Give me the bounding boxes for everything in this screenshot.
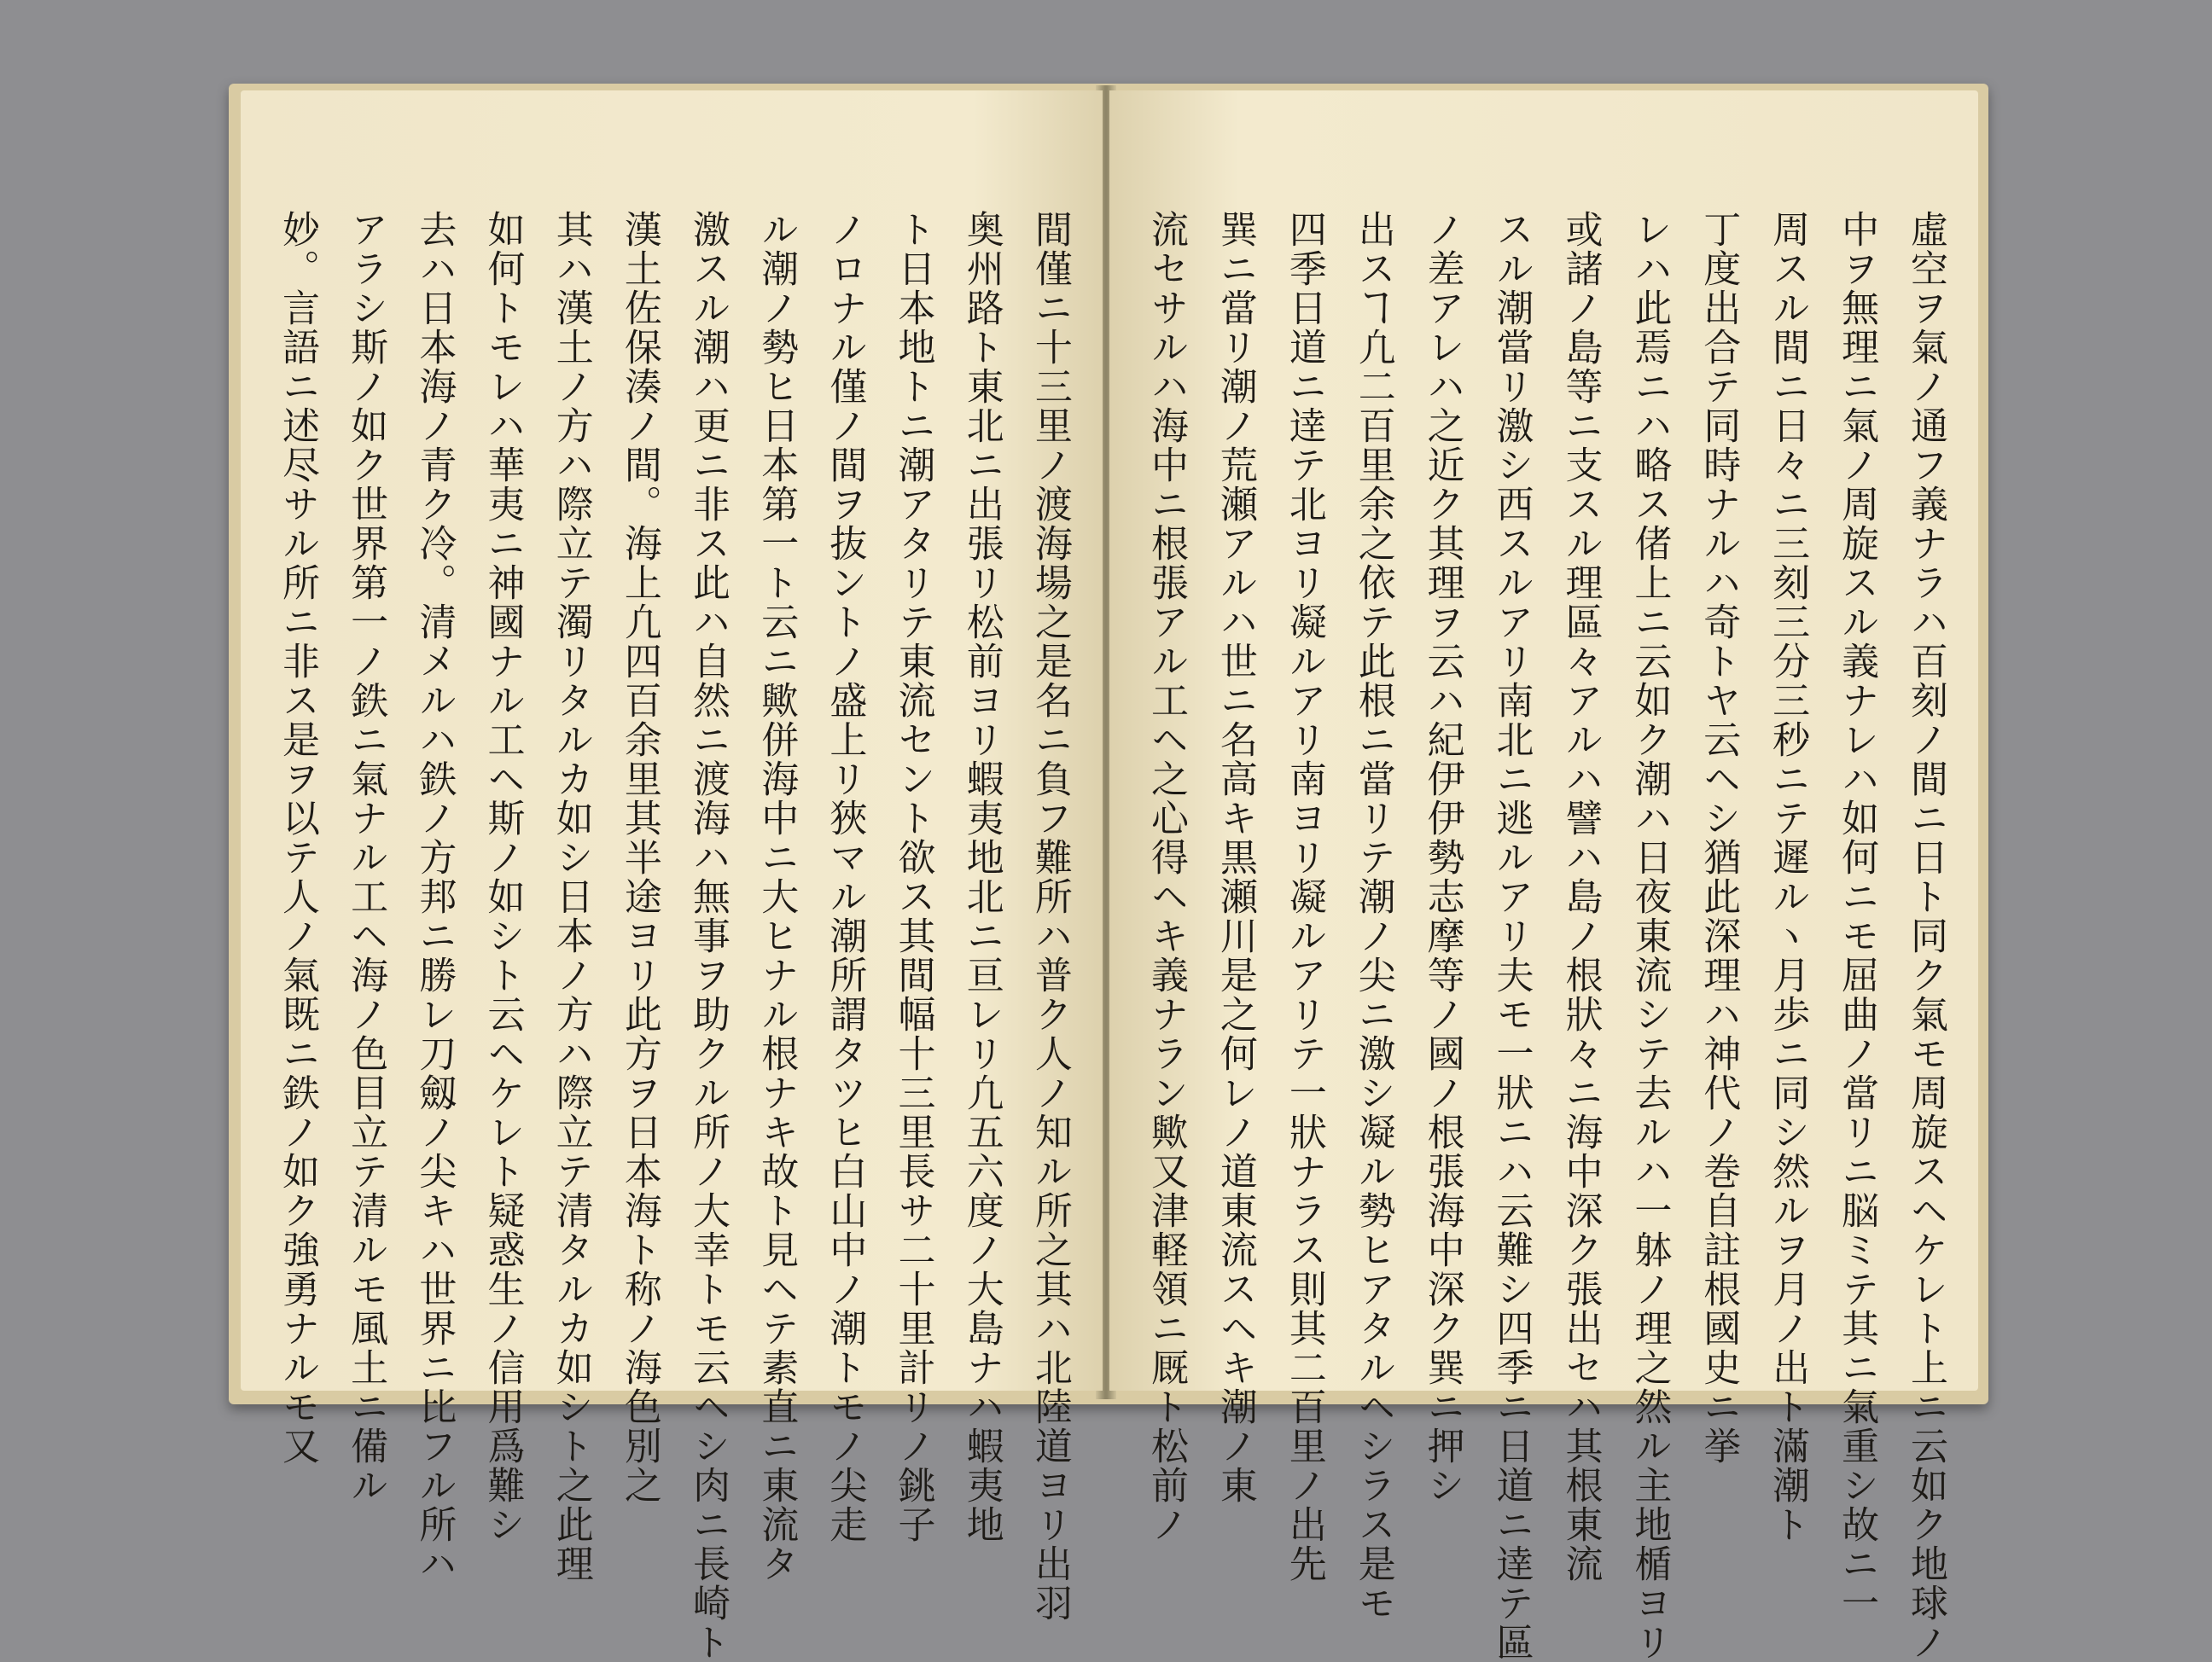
left-page: [241, 90, 1103, 1662]
text-column: スル潮當リ激シ西スルアリ南北ニ逃ルアリ夫モ一狀ニハ云難シ四季ニ日道ニ逹テ區: [1489, 210, 1534, 1662]
text-column: 妙。言語ニ述尽サル所ニ非ス是ヲ以テ人ノ氣既ニ鉄ノ如ク強勇ナルモ又: [276, 210, 319, 1466]
text-column: ト日本地トニ潮アタリテ東流セント欲ス其間幅十三里長サ二十里計リノ銚子: [891, 210, 935, 1544]
text-column: 出スヿ凢二百里余之依テ此根ニ當リテ潮ノ尖ニ激シ凝ル勢ヒアタルヘシラス是モ: [1351, 210, 1395, 1623]
text-column: 丁度出合テ同時ナルハ奇トヤ云ヘシ猶此深理ハ神代ノ巻自註根國史ニ挙: [1697, 210, 1741, 1466]
text-column: 其ハ漢土ノ方ハ際立テ濁リタルカ如シ日本ノ方ハ際立テ清タルカ如シト之此理: [549, 210, 593, 1584]
text-column: 四季日道ニ逹テ北ヨリ凝ルアリ南ヨリ凝ルアリテ一狀ナラス則其二百里ノ出先: [1282, 210, 1326, 1584]
text-column: アラシ斯ノ如ク世界第一ノ鉄ニ氣ナル工ヘ海ノ色目立テ清ルモ風土ニ備ル: [344, 210, 388, 1505]
text-column: 如何トモレハ華夷ニ神國ナル工ヘ斯ノ如シト云ヘケレト疑惑生ノ信用爲難シ: [480, 210, 525, 1544]
text-column: ノ差アレハ之近ク其理ヲ云ハ紀伊伊勢志摩等ノ國ノ根張海中深ク巽ニ押シ: [1420, 210, 1464, 1505]
text-column: 奥州路ト東北ニ出張リ松前ヨリ蝦夷地北ニ亘レリ凢五六度ノ大島ナハ蝦夷地: [959, 210, 1004, 1544]
text-column: 周スル間ニ日々ニ三刻三分三秒ニテ遲ルヽ月歩ニ同シ然ルヲ月ノ出ト滿潮ト: [1766, 210, 1810, 1544]
right-page-text: [1144, 210, 1947, 1662]
text-column: 巽ニ當リ潮ノ荒瀬アルハ世ニ名高キ黒瀬川是之何レノ道東流スヘキ潮ノ東: [1213, 210, 1257, 1505]
text-column: 或諸ノ島等ニ支スル理區々アルハ譬ハ島ノ根狀々ニ海中深ク張出セハ其根東流: [1558, 210, 1603, 1584]
right-page: [1109, 90, 1978, 1662]
text-column: 去ハ日本海ノ青ク冷。清メルハ鉄ノ方邦ニ勝レ刀劔ノ尖キハ世界ニ比フル所ハ: [412, 210, 457, 1584]
text-column: 激スル潮ハ更ニ非ス此ハ自然ニ渡海ハ無事ヲ助クル所ノ大幸トモ云ヘシ肉ニ長崎ト: [686, 210, 731, 1662]
text-column: ノロナル僅ノ間ヲ抜ントノ盛上リ狹マル潮所謂タツヒ白山中ノ潮トモノ尖走: [823, 210, 867, 1544]
text-column: 間僅ニ十三里ノ渡海場之是名ニ負フ難所ハ普ク人ノ知ル所之其ハ北陸道ヨリ出羽: [1027, 210, 1072, 1623]
left-page-text: [276, 210, 1072, 1662]
text-column: レハ此焉ニハ略ス偖上ニ云如ク潮ハ日夜東流シテ去ルハ一躰ノ理之然ル主地楯ヨリ: [1627, 210, 1672, 1662]
text-column: 流セサルハ海中ニ根張アル工ヘ之心得ヘキ義ナラン歟又津軽領ニ厩ト松前ノ: [1144, 210, 1188, 1544]
text-column: 虛空ヲ氣ノ通フ義ナラハ百刻ノ間ニ日ト同ク氣モ周旋スヘケレト上ニ云如ク地球ノ: [1903, 210, 1947, 1662]
text-column: 漢土佐保湊ノ間。海上凢四百余里其半途ヨリ此方ヲ日本海ト称ノ海色別之: [617, 210, 661, 1505]
text-column: ル潮ノ勢ヒ日本第一ト云ニ歟併海中ニ大ヒナル根ナキ故ト見ヘテ素直ニ東流タ: [754, 210, 799, 1584]
text-column: 中ヲ無理ニ氣ノ周旋スル義ナレハ如何ニモ屈曲ノ當リニ脳ミテ其ニ氣重シ故ニ一: [1835, 210, 1879, 1623]
